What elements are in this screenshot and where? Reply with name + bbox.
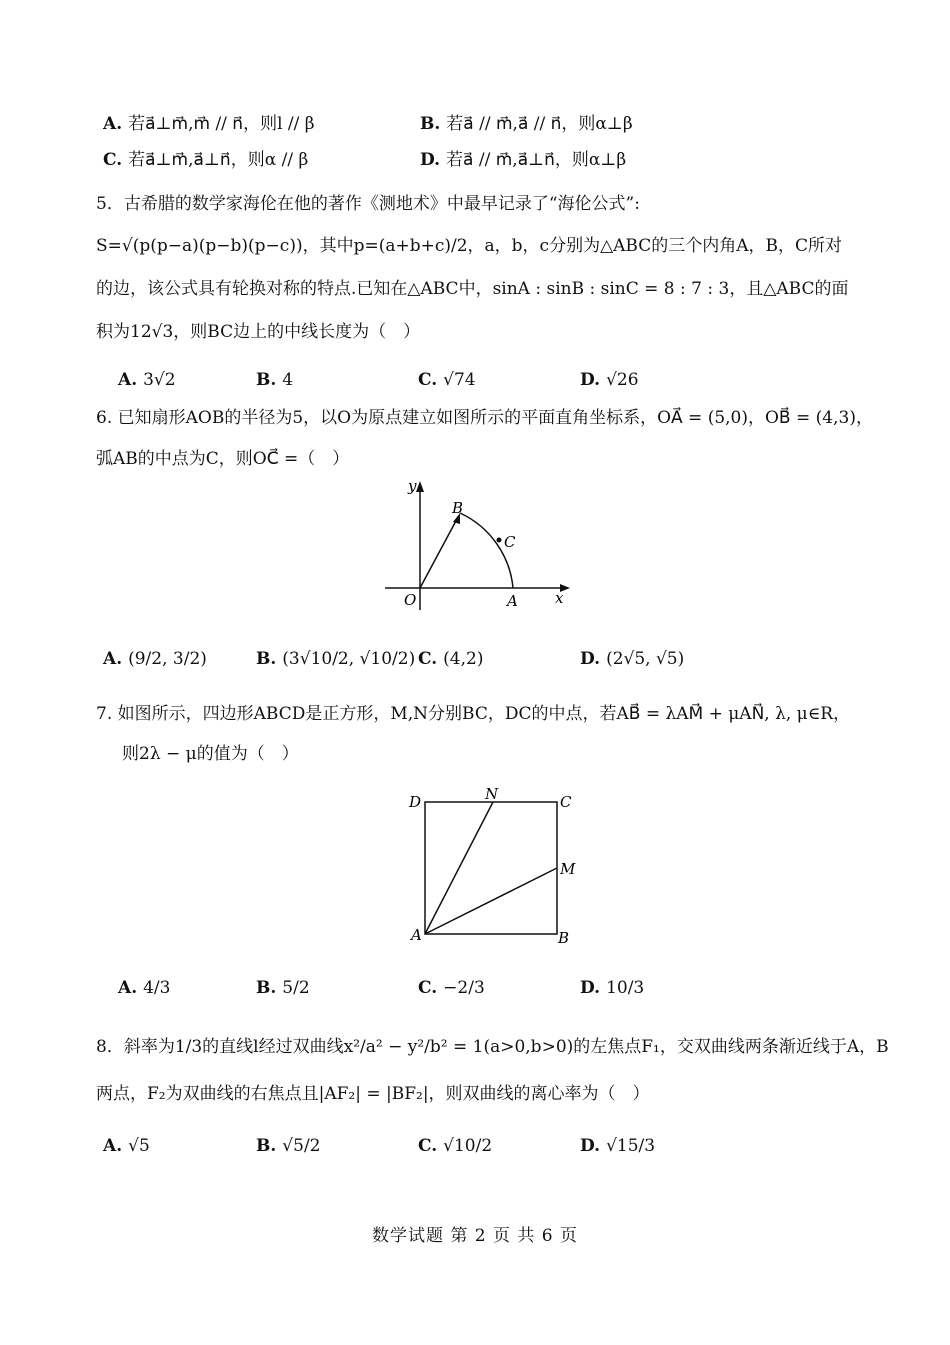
q6-option-c [418,647,483,671]
option-text: (9/2, 3/2) [128,649,207,669]
option-label: B. [256,978,277,998]
q8-option-b [256,1134,321,1158]
option-label: C. [418,978,438,998]
option-label: B. [256,649,277,669]
label-b: B [558,929,570,947]
q7-option-c [418,976,485,1000]
q7-option-d [580,976,644,1000]
segment-am [425,868,557,934]
label-c: C [504,533,516,551]
option-text: √5/2 [282,1136,321,1156]
q8-stem-line-1: 8．斜率为1/3的直线l经过双曲线x²/a² − y²/b² = 1(a>0,b>0)的左焦点F₁，交双曲线两条渐近线于A，B [96,1037,889,1057]
label-a: A [507,592,518,610]
page-footer: 数学试题 第 2 页 共 6 页 [371,1226,579,1246]
option-text: −2/3 [443,978,485,998]
option-label: C. [418,1136,438,1156]
option-text: 10/3 [606,978,645,998]
q5-stem-line-4: 积为12√3，则BC边上的中线长度为（ ） [96,322,421,342]
option-label: B. [420,114,441,134]
option-text: 4 [282,370,294,390]
label-o: O [404,591,417,609]
point-c [497,538,502,543]
q5-stem-line-2: S=√(p(p−a)(p−b)(p−c))，其中p=(a+b+c)/2，a，b，c分别为△ABC的三个内角A，B，C所对 [96,236,843,256]
q7-stem-line-2: 则2λ − μ的值为（ ） [122,744,299,764]
q6-option-d [580,647,684,671]
option-label: C. [418,370,438,390]
y-axis-label: y [408,477,417,495]
option-text: 若a⃗⊥m⃗,m⃗ // n⃗，则l // β [128,114,315,134]
label-d: D [409,793,422,811]
q8-option-d [580,1134,655,1158]
square-figure [405,783,590,948]
q8-option-c [418,1134,492,1158]
q4-option-b [420,112,633,136]
y-axis-arrow [416,481,424,492]
label-a: A [411,926,422,944]
option-label: D. [580,1136,601,1156]
option-label: A. [103,649,123,669]
option-label: D. [580,978,601,998]
option-text: 5/2 [282,978,310,998]
segment-an [425,802,493,934]
option-text: 若a⃗ // m⃗,a⃗⊥n⃗，则α⊥β [446,150,627,170]
option-text: √10/2 [443,1136,493,1156]
q7-stem-line-1: 7. 如图所示，四边形ABCD是正方形，M,N分别BC，DC的中点，若AB⃗ = λAM⃗ + μAN⃗, λ, μ∈R， [96,704,851,724]
q5-option-d [580,368,639,392]
option-label: A. [118,370,138,390]
option-text: 若a⃗⊥m⃗,a⃗⊥n⃗，则α // β [128,150,309,170]
label-m: M [560,860,576,878]
option-label: D. [580,649,601,669]
option-label: D. [580,370,601,390]
q4-option-d [420,148,626,172]
label-n: N [485,785,499,803]
option-label: A. [103,114,123,134]
option-text: (4,2) [443,649,484,669]
q5-option-a [118,368,176,392]
square-abcd [425,802,557,934]
q7-option-b [256,976,310,1000]
option-text: √15/3 [606,1136,656,1156]
label-b: B [452,499,464,517]
q6-option-a [103,647,207,671]
option-text: √5 [128,1136,150,1156]
option-text: 4/3 [143,978,171,998]
x-axis-label: x [555,589,564,607]
option-text: (3√10/2, √10/2) [282,649,416,669]
option-label: B. [256,1136,277,1156]
q8-stem-line-2: 两点，F₂为双曲线的右焦点且|AF₂| = |BF₂|，则双曲线的离心率为（ ） [96,1084,650,1104]
sector-figure [380,475,580,615]
q6-stem-line-1: 6. 已知扇形AOB的半径为5，以O为原点建立如图所示的平面直角坐标系，OA⃗ = (5,0)，OB⃗ = (4,3)， [96,408,873,428]
q5-stem-line-1: 5．古希腊的数学家海伦在他的著作《测地术》中最早记录了“海伦公式”: [96,194,640,214]
q8-option-a [103,1134,150,1158]
option-text: √26 [606,370,639,390]
q5-option-b [256,368,293,392]
q5-stem-line-3: 的边，该公式具有轮换对称的特点.已知在△ABC中，sinA : sinB : sinC = 8 : 7 : 3，且△ABC的面 [96,279,849,299]
option-label: A. [118,978,138,998]
q6-stem-line-2: 弧AB的中点为C，则OC⃗ =（ ） [96,449,350,469]
q7-option-a [118,976,170,1000]
q6-option-b [256,647,415,671]
option-label: B. [256,370,277,390]
option-text: (2√5, √5) [606,649,685,669]
q4-option-a [103,112,315,136]
option-label: D. [420,150,441,170]
label-c: C [560,793,572,811]
option-text: 若a⃗ // m⃗,a⃗ // n⃗，则α⊥β [446,114,633,134]
option-label: A. [103,1136,123,1156]
q5-option-c [418,368,476,392]
option-text: √74 [443,370,476,390]
vector-ob [420,519,457,588]
option-text: 3√2 [143,370,176,390]
option-label: C. [418,649,438,669]
option-label: C. [103,150,123,170]
q4-option-c [103,148,308,172]
